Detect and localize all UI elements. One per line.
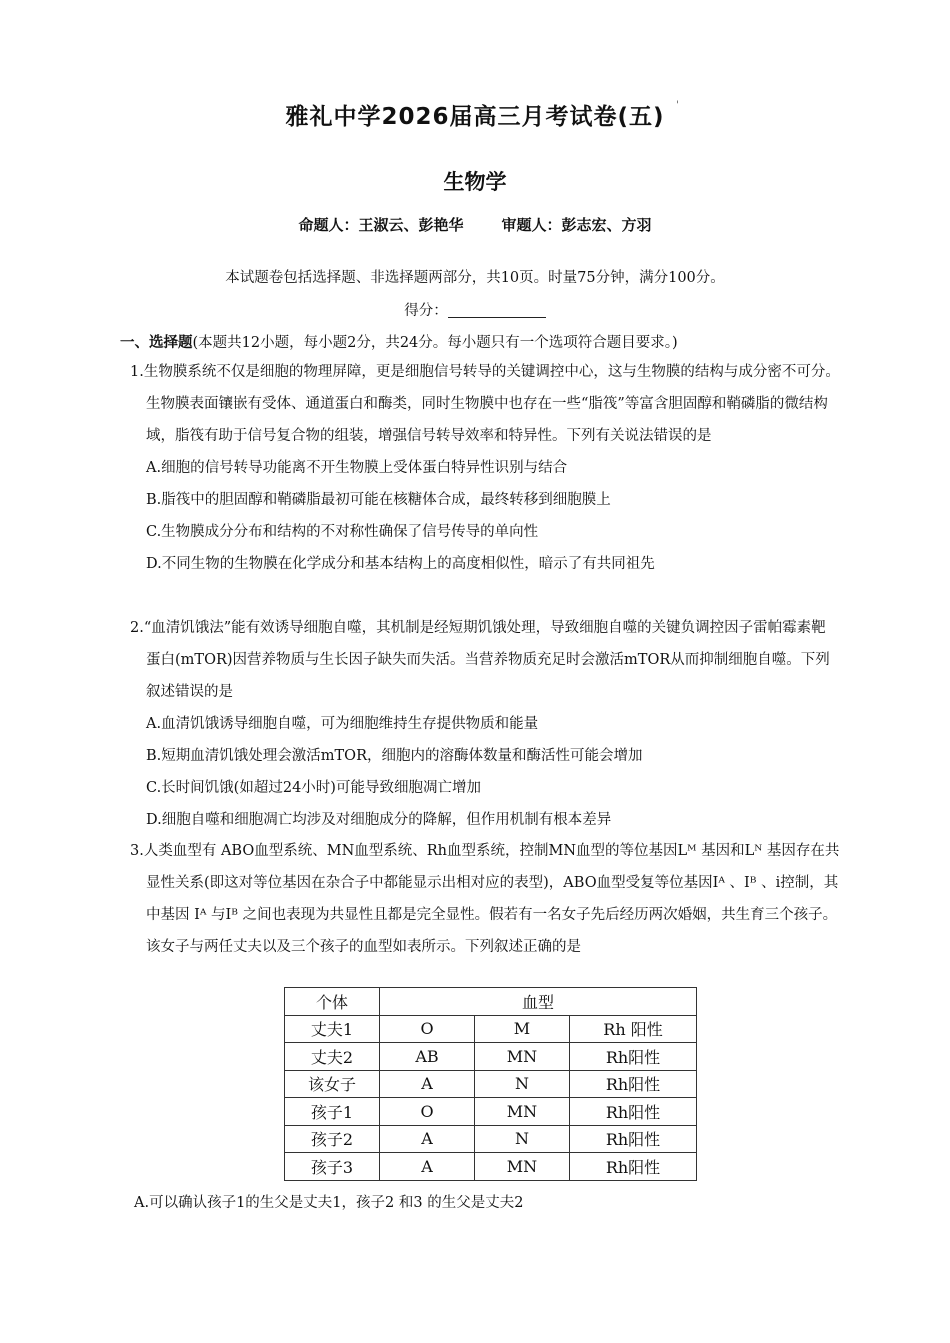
- option-a: A.细胞的信号转导功能离不开生物膜上受体蛋白特异性识别与结合: [146, 460, 568, 476]
- setter: 命题人：王淑云、彭艳华: [298, 216, 464, 234]
- header-blood-type: 血型: [380, 988, 697, 1016]
- question-3-option-a: A.可以确认孩子1的生父是丈夫1，孩子2 和3 的生父是丈夫2: [134, 1195, 524, 1211]
- cell-rh: Rh阳性: [570, 1070, 697, 1098]
- option-c: C.长时间饥饿(如超过24小时)可能导致细胞凋亡增加: [146, 780, 481, 796]
- cell-rh: Rh阳性: [570, 1125, 697, 1153]
- cell-abo: AB: [380, 1043, 475, 1071]
- cell-rh: Rh 阳性: [570, 1015, 697, 1043]
- reviewer: 审题人：彭志宏、方羽: [501, 216, 652, 234]
- table-row: [285, 1098, 697, 1126]
- table-row: [285, 1153, 697, 1181]
- table-row: [285, 1015, 697, 1043]
- authors-line: [0, 214, 950, 235]
- table-row: [285, 1125, 697, 1153]
- question-stem: 2.“血清饥饿法”能有效诱导细胞自噬，其机制是经短期饥饿处理，导致细胞自噬的关键负调控因子雷帕霉素靶蛋白(mTOR)因营养物质与生长因子缺失而失活。当营养物质充足时会激活mTOR从而抑制细胞自噬。下列叙述错误的是: [130, 620, 830, 700]
- table-row: [285, 1070, 697, 1098]
- cell-name: 孩子1: [285, 1098, 380, 1126]
- blood-type-table: [284, 987, 697, 1181]
- subject-title: 生物学: [443, 170, 507, 194]
- option-d: D.细胞自噬和细胞凋亡均涉及对细胞成分的降解，但作用机制有根本差异: [146, 812, 612, 828]
- cell-mn: N: [475, 1070, 570, 1098]
- cell-rh: Rh阳性: [570, 1098, 697, 1126]
- cell-name: 丈夫2: [285, 1043, 380, 1071]
- cell-abo: O: [380, 1098, 475, 1126]
- cell-abo: A: [380, 1070, 475, 1098]
- question-stem: 1.生物膜系统不仅是细胞的物理屏障，更是细胞信号转导的关键调控中心，这与生物膜的结构与成分密不可分。生物膜表面镶嵌有受体、通道蛋白和酶类，同时生物膜中也存在一些“脂筏”等富含胆固醇和鞘磷脂的微结构域，脂筏有助于信号复合物的组装，增强信号转导效率和特异性。下列有关说法错误的是: [130, 364, 840, 444]
- score-label: 得分：: [404, 303, 448, 319]
- score-line: [0, 299, 950, 320]
- question-3: [130, 835, 840, 963]
- section-heading: [120, 331, 840, 352]
- cell-mn: N: [475, 1125, 570, 1153]
- cell-abo: O: [380, 1015, 475, 1043]
- option-a: A.血清饥饿诱导细胞自噬，可为细胞维持生存提供物质和能量: [146, 716, 539, 732]
- cell-name: 该女子: [285, 1070, 380, 1098]
- table-row: [285, 1043, 697, 1071]
- cell-mn: MN: [475, 1153, 570, 1181]
- cell-name: 孩子3: [285, 1153, 380, 1181]
- cell-mn: MN: [475, 1098, 570, 1126]
- option-c: C.生物膜成分分布和结构的不对称性确保了信号传导的单向性: [146, 524, 539, 540]
- stray-mark: ': [676, 100, 679, 111]
- section-desc: (本题共12小题，每小题2分，共24分。每小题只有一个选项符合题目要求。): [192, 335, 678, 351]
- section-label: 一、选择题: [120, 335, 193, 351]
- cell-rh: Rh阳性: [570, 1043, 697, 1071]
- exam-intro: 本试题卷包括选择题、非选择题两部分，共10页。时量75分钟，满分100分。: [225, 270, 725, 286]
- question-2: [130, 612, 840, 836]
- header-individual: 个体: [285, 988, 380, 1016]
- cell-name: 丈夫1: [285, 1015, 380, 1043]
- score-blank: [448, 302, 546, 318]
- cell-abo: A: [380, 1125, 475, 1153]
- cell-mn: M: [475, 1015, 570, 1043]
- cell-rh: Rh阳性: [570, 1153, 697, 1181]
- option-b: B.短期血清饥饿处理会激活mTOR，细胞内的溶酶体数量和酶活性可能会增加: [146, 748, 643, 764]
- table-header-row: [285, 988, 697, 1016]
- cell-name: 孩子2: [285, 1125, 380, 1153]
- question-stem: 3.人类血型有 ABO血型系统、MN血型系统、Rh血型系统，控制MN血型的等位基因Lᴹ 基因和Lᴺ 基因存在共显性关系(即这对等位基因在杂合子中都能显示出相对应的表型)，ABO血型受复等位基因Iᴬ 、Iᴮ 、i控制，其中基因 Iᴬ 与Iᴮ 之间也表现为共显性且都是完全显性。假若有一名女子先后经历两次婚姻，共生育三个孩子。该女子与两任丈夫以及三个孩子的血型如表所示。下列叙述正确的是: [130, 843, 840, 955]
- option-b: B.脂筏中的胆固醇和鞘磷脂最初可能在核糖体合成，最终转移到细胞膜上: [146, 492, 611, 508]
- question-1: [130, 356, 840, 580]
- page-title: 雅礼中学2026届高三月考试卷(五): [285, 104, 665, 130]
- cell-abo: A: [380, 1153, 475, 1181]
- cell-mn: MN: [475, 1043, 570, 1071]
- option-d: D.不同生物的生物膜在化学成分和基本结构上的高度相似性，暗示了有共同祖先: [146, 556, 655, 572]
